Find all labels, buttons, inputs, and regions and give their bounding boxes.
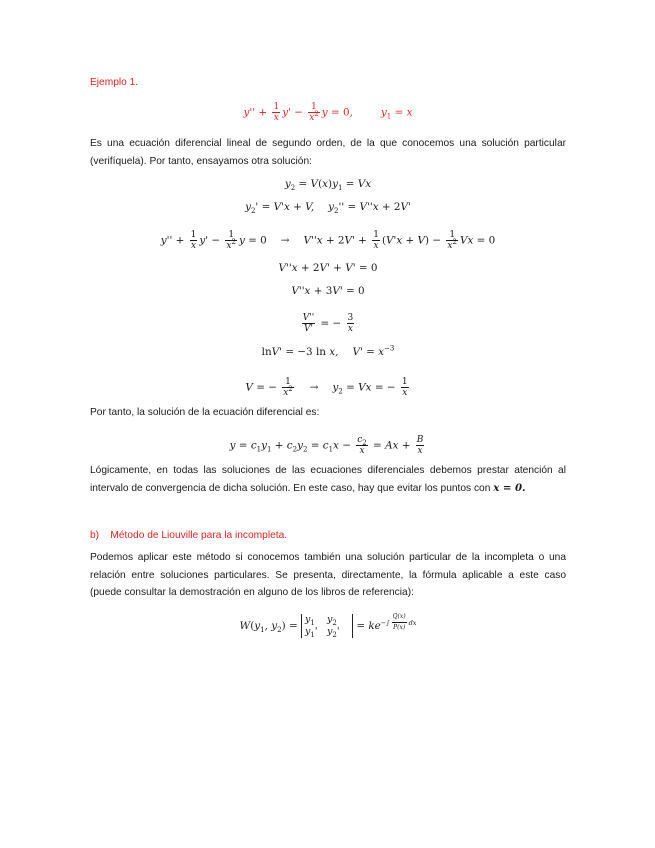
eq-wronskian: $W(y_1$, $y_2$) = $y_1$ $y_2$ $y_1'$ $y_2'$ = $ke^{-\int \frac{Q(x)}{P(x)} dx}$ — [239, 613, 417, 639]
eq-step-4: lnV' = −3 ln x, $V' = x^{-3}$ — [261, 344, 395, 358]
eq-step-2: V''x + 3V' = 0 — [291, 285, 365, 297]
eq-step-5: V = − $\frac{1}{x^2}$ → $y_2 = Vx$ = − $\frac{1}{x}$ — [245, 377, 408, 398]
eq-step-1: V''x + 2V' + V' = 0 — [278, 262, 378, 274]
section-b-title: b) Método de Liouville para la incompleta. — [90, 530, 288, 541]
eq-step-3: $\frac{V''}{V'}$ = − $\frac{3}{x}$ — [302, 313, 354, 334]
paragraph-note-math: x = 0. — [493, 481, 526, 494]
paragraph-solution: Por tanto, la solución de la ecuación diferencial es: — [90, 407, 320, 418]
paragraph-note-text: Lógicamente, en todas las soluciones de las ecuaciones diferenciales debemos prestar atención al intervalo de convergencia de dicha solución. En este caso, hay que evitar los puntos con — [90, 465, 566, 494]
eq-general-solution: $y = c_1y_1 + c_2y_2 = c_1x$ − $\frac{c_2}{x}$ = Ax + $\frac{B}{x}$ — [229, 435, 424, 456]
eq-ansatz: $y_2 = V(x)y_1 = Vx$ — [284, 178, 372, 193]
paragraph-note — [90, 462, 566, 497]
example-title: Ejemplo 1. — [90, 77, 139, 88]
paragraph-intro: Es una ecuación diferencial lineal de segundo orden, de la que conocemos una solución particular (verifíquela). Por tanto, ensayamos otra solución: — [90, 138, 566, 167]
eq-derivatives: $y_2' = V'x + V$, $y_2'' = V''x + 2V'$ — [245, 201, 411, 216]
paragraph-liouville: Podemos aplicar este método si conocemos también una solución particular de la incompleta o una relación entre soluciones particulares. Se presenta, directamente, la fórmula aplicable a este caso (puede consultar la demostración en alguno de los libros de referencia): — [90, 552, 566, 599]
eq-substitution: y'' + $\frac{1}{x}$ y' − $\frac{1}{x^2}$ y = 0 → V''x + 2V' + $\frac{1}{x}$ (V'x + V) − $\frac{1}{x^2}$ Vx = 0 — [160, 230, 496, 251]
main-equation: y'' + $\frac{1}{x}$ y' − $\frac{1}{x^2}$ y = 0, $y_1 = x$ — [243, 102, 413, 123]
